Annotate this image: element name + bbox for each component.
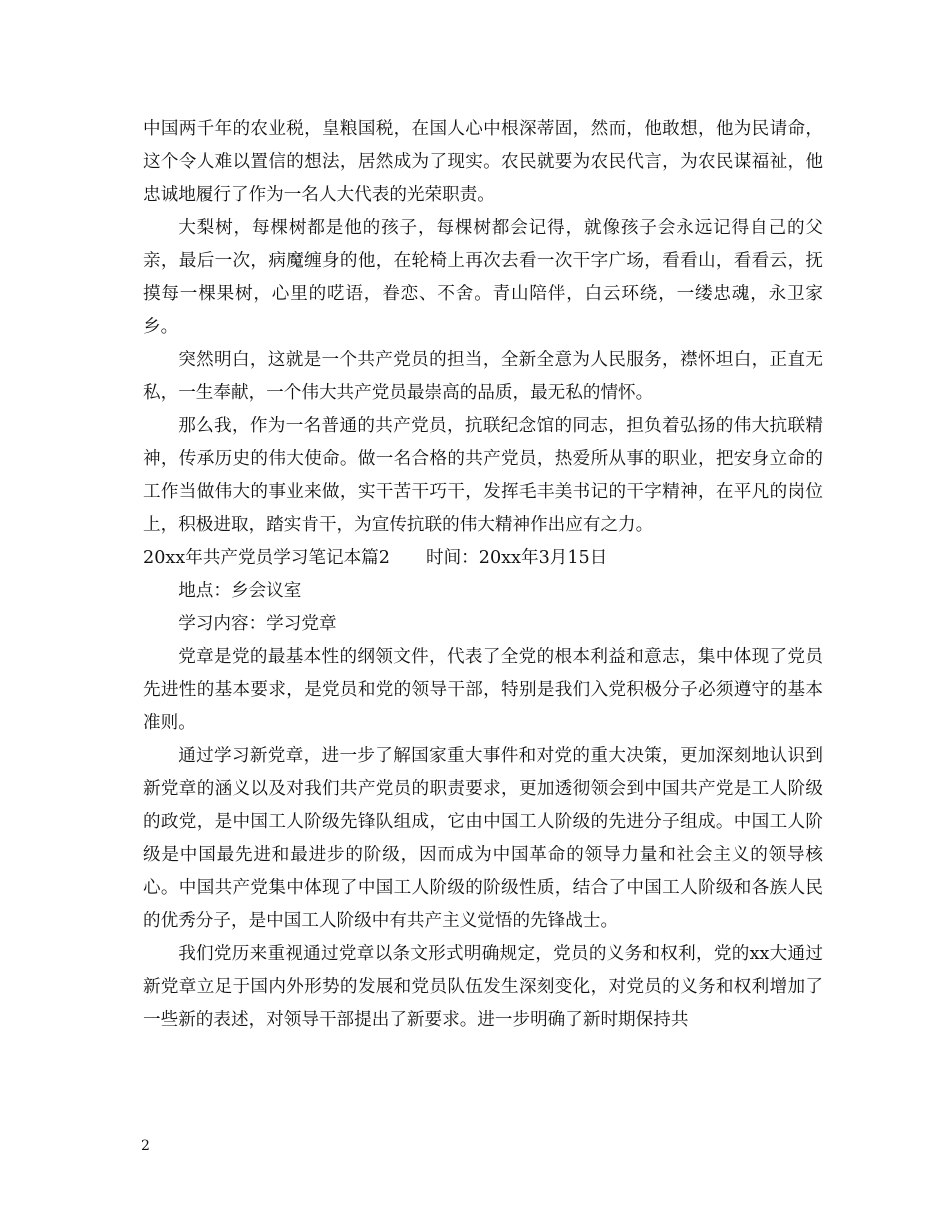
paragraph-3: 突然明白，这就是一个共产党员的担当，全新全意为人民服务，襟怀坦白，正直无私，一生奉献，一个伟大共产党员最崇高的品质，最无私的情怀。 (143, 350, 823, 403)
paragraph-6: 通过学习新党章，进一步了解国家重大事件和对党的重大决策，更加深刻地认识到新党章的涵义以及对我们共产党员的职责要求，更加透彻领会到中国共产党是工人阶级的政党，是中国工人阶级先锋队组成，它由中国工人阶级的先进分子组成。中国工人阶级是中国最先进和最进步的阶级，因而成为中国革命的领导力量和社会主义的领导核心。中国共产党集中体现了中国工人阶级的阶级性质，结合了中国工人阶级和各族人民的优秀分子，是中国工人阶级中有共产主义觉悟的先锋战士。 (143, 746, 823, 931)
paragraph-7: 我们党历来重视通过党章以条文形式明确规定，党员的义务和权利，党的xx大通过新党章立足于国内外形势的发展和党员队伍发生深刻变化，对党员的义务和权利增加了一些新的表述，对领导干部提出了新要求。进一步明确了新时期保持共 (143, 944, 823, 1030)
paragraph-5: 党章是党的最基本性的纲领文件，代表了全党的根本利益和意志，集中体现了党员先进性的基本要求，是党员和党的领导干部，特别是我们入党积极分子必须遵守的基本准则。 (143, 647, 823, 733)
section-content: 学习内容：学习党章 (178, 614, 337, 634)
section-title: 20xx年共产党员学习笔记本篇2 (143, 548, 390, 568)
document-body (143, 113, 823, 1037)
section-location: 地点：乡会议室 (178, 581, 302, 601)
page-number: 2 (141, 1138, 150, 1154)
paragraph-4: 那么我，作为一名普通的共产党员，抗联纪念馆的同志，担负着弘扬的伟大抗联精神，传承历史的伟大使命。做一名合格的共产党员，热爱所从事的职业，把安身立命的工作当做伟大的事业来做，实干苦干巧干，发挥毛丰美书记的干字精神，在平凡的岗位上，积极进取，踏实肯干，为宣传抗联的伟大精神作出应有之力。 (143, 416, 823, 535)
paragraph-2: 大梨树，每棵树都是他的孩子，每棵树都会记得，就像孩子会永远记得自己的父亲，最后一次，病魔缠身的他，在轮椅上再次去看一次干字广场，看看山，看看云，抚摸每一棵果树，心里的呓语，眷恋、不舍。青山陪伴，白云环绕，一缕忠魂，永卫家乡。 (143, 218, 823, 337)
section-time: 时间：20xx年3月15日 (425, 548, 608, 568)
section-heading (143, 542, 823, 575)
paragraph-1: 中国两千年的农业税，皇粮国税，在国人心中根深蒂固，然而，他敢想，他为民请命，这个令人难以置信的想法，居然成为了现实。农民就要为农民代言，为农民谋福祉，他忠诚地履行了作为一名人大代表的光荣职责。 (143, 119, 823, 205)
